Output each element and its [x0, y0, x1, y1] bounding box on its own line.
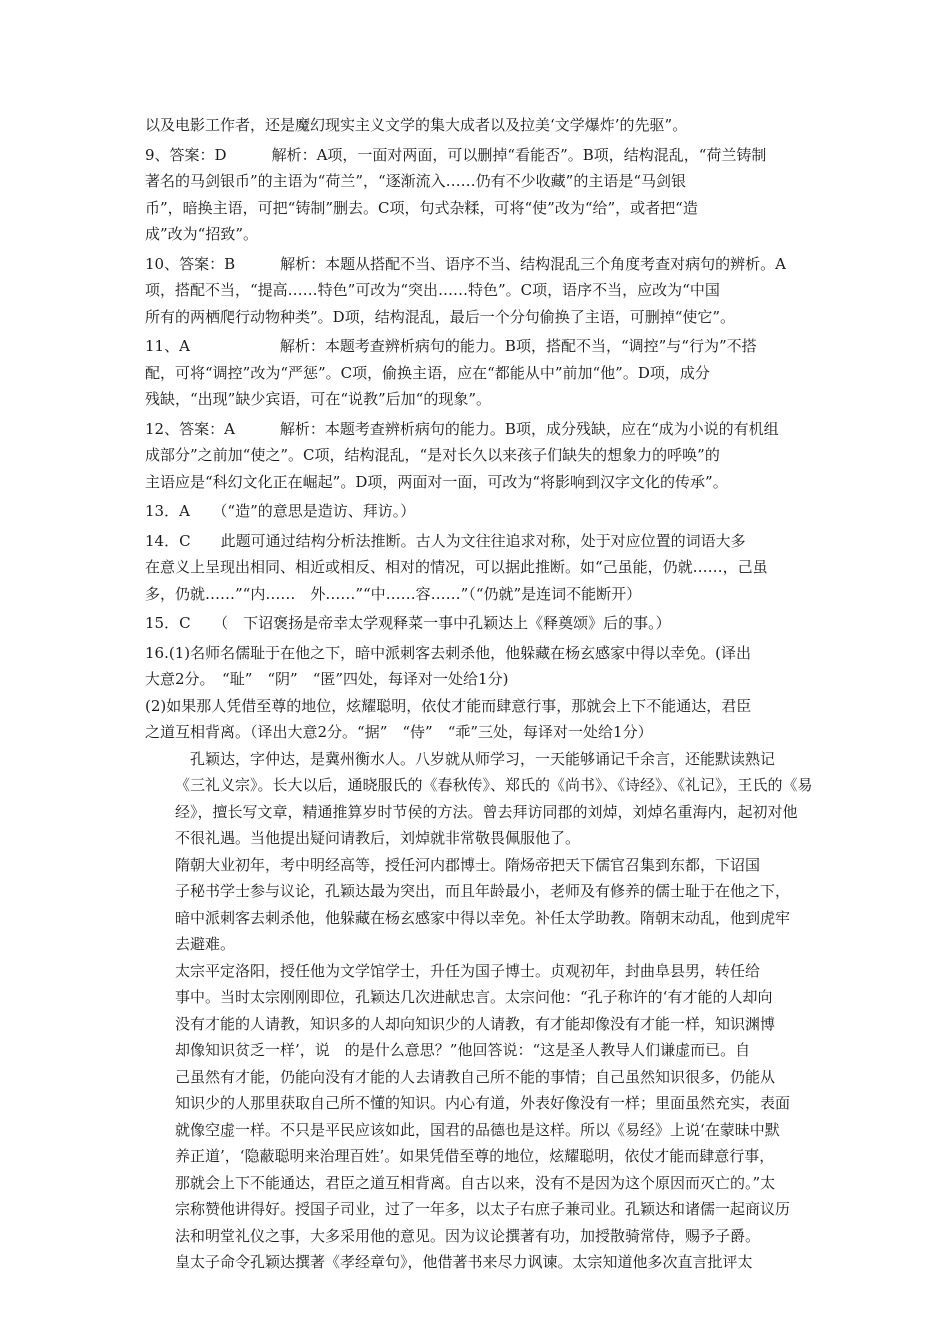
text-line: 己虽然有才能，仍能向没有才能的人去请教自己所不能的事情；自己虽然知识很多，仍能从	[175, 1067, 776, 1086]
text-line: 孔颖达，字仲达，是冀州衡水人。八岁就从师学习，一天能够诵记千余言，还能默读熟记	[175, 749, 776, 768]
text-line: 16.(1)名师名儒耻于在他之下，暗中派刺客去刺杀他，他躲藏在杨玄感家中得以幸免。(译出	[145, 643, 751, 662]
text-line: 宗称赞他讲得好。授国子司业，过了一年多，以太子右庶子兼司业。孔颖达和诸儒一起商议历	[175, 1200, 791, 1218]
text-line: 子秘书学士参与议论，孔颖达最为突出，而且年龄最小，老师及有修养的儒士耻于在他之下，	[175, 882, 791, 900]
answer-paragraph	[145, 640, 813, 746]
text-line: 12、答案：A 解析：本题考查辨析病句的能力。B项，成分残缺，应在“成为小说的有机组	[145, 419, 779, 438]
answer-paragraph	[145, 528, 813, 608]
text-line: 经》，擅长写文章，精通推算岁时节侯的方法。曾去拜访同郡的刘焯，刘焯名重海内，起初对他	[175, 802, 798, 821]
text-line: 之道互相背离。（译出大意2分。“据” “侍” “乖”三处，每译对一处给1分）	[145, 723, 653, 741]
answer-paragraph	[145, 610, 813, 637]
text-line: (2)如果那人凭借至尊的地位，炫耀聪明，依仗才能而肆意行事，那就会上下不能通达，君臣	[145, 696, 752, 715]
text-line: 成”改为“招致”。	[145, 225, 259, 243]
text-line: 主语应是“科幻文化正在崛起”。D项，两面对一面，可改为“将影响到汉字文化的传承”。	[145, 472, 728, 491]
text-line: 多，仍就……”“内…… 外……”“中……容……”（“仍就”是连词不能断开）	[145, 584, 642, 603]
text-line: 却像知识贫乏一样’，说 的是什么意思？”他回答说：“这是圣人教导人们谦虚而已。自	[175, 1041, 751, 1059]
text-line: 13．A （“造”的意思是造访、拜访。）	[145, 502, 416, 520]
answer-paragraph	[145, 498, 813, 525]
text-line: 隋朝大业初年，考中明经高等，授任河内郡博士。隋炀帝把天下儒官召集到东都，下诏国	[175, 855, 761, 874]
text-line: 币”，暗换主语，可把“铸制”删去。C项，句式杂糅，可将“使”改为“给”，或者把“造	[145, 198, 698, 217]
answer-paragraph	[145, 112, 813, 139]
answer-paragraph	[145, 416, 813, 496]
text-line: 残缺，“出现”缺少宾语，可在“说教”后加“的现象”。	[145, 390, 492, 408]
text-line: 在意义上呈现出相同、相近或相反、相对的情况，可以据此推断。如“己虽能，仍就……，己虽	[145, 558, 768, 576]
text-line: 不很礼遇。当他提出疑问请教后，刘焯就非常敬畏佩服他了。	[175, 829, 581, 847]
translation-paragraph	[145, 1249, 813, 1276]
translation-paragraph	[145, 958, 813, 1250]
text-line: 10、答案：B 解析：本题从搭配不当、语序不当、结构混乱三个角度考查对病句的辨析。A	[145, 254, 786, 273]
answer-paragraph	[145, 251, 813, 331]
text-line: 养正道’，‘隐蔽聪明来治理百姓’。如果凭借至尊的地位，炫耀聪明，依仗才能而肆意行事，	[175, 1147, 775, 1165]
text-line: 没有才能的人请教，知识多的人却向知识少的人请教，有才能却像没有才能一样，知识渊博	[175, 1014, 776, 1033]
text-line: 配，可将“调控”改为“严惩”。C项，偷换主语，应在“都能从中”前加“他”。D项，成分	[145, 363, 710, 382]
text-line: 皇太子命令孔颖达撰著《孝经章句》，他借著书来尽力讽谏。太宗知道他多次直言批评太	[175, 1253, 753, 1271]
text-line: 法和明堂礼仪之事，大多采用他的意见。因为议论撰著有功，加授散骑常侍，赐予子爵。	[175, 1226, 761, 1245]
text-line: 著名的马剑银币”的主语为“荷兰”，“逐渐流入……仍有不少收藏”的主语是“马剑银	[145, 172, 687, 190]
text-line: 9、答案：D 解析：A项，一面对两面，可以删掉“看能否”。B项，结构混乱，“荷兰铸制	[145, 145, 767, 164]
translation-paragraph	[145, 746, 813, 852]
text-line: 11、A 解析：本题考查辨析病句的能力。B项，搭配不当，“调控”与“行为”不搭	[145, 337, 757, 355]
text-line: 那就会上下不能通达，君臣之道互相背离。自古以来，没有不是因为这个原因而灭亡的。”太	[175, 1173, 776, 1192]
translation-paragraph	[145, 852, 813, 958]
text-line: 就像空虚一样。不只是平民应该如此，国君的品德也是这样。所以《易经》上说‘在蒙昧中默	[175, 1120, 780, 1139]
text-line: 以及电影工作者，还是魔幻现实主义文学的集大成者以及拉美‘文学爆炸’的先驱”。	[145, 116, 688, 134]
text-line: 事中。当时太宗刚刚即位，孔颖达几次进献忠言。太宗问他：“孔子称许的‘有才能的人却向	[175, 988, 773, 1006]
text-line: 大意2分。 “耻” “阴” “匿”四处，每译对一处给1分)	[145, 670, 509, 688]
text-line: 成部分”之前加“使之”。C项，结构混乱，“是对长久以来孩子们缺失的想象力的呼唤”的	[145, 446, 720, 464]
text-line: 项，搭配不当，“提高……特色”可改为“突出……特色”。C项，语序不当，应改为“中国	[145, 281, 720, 299]
text-line: 14．C 此题可通过结构分析法推断。古人为文往往追求对称，处于对应位置的词语大多	[145, 531, 746, 550]
text-line: 暗中派刺客去刺杀他，他躲藏在杨玄感家中得以幸免。补任太学助教。隋朝末动乱，他到虎牢	[175, 908, 791, 927]
answer-paragraph	[145, 142, 813, 248]
text-line: 15．C （ 下诏褒扬是帝幸太学观释菜一事中孔颖达上《释奠颂》后的事。）	[145, 614, 671, 632]
answer-paragraph	[145, 333, 813, 413]
text-line: 去避难。	[175, 935, 236, 953]
text-line: 《三礼义宗》。长大以后，通晓服氏的《春秋传》、郑氏的《尚书》、《诗经》、《礼记》，王氏的《易	[175, 776, 813, 794]
text-line: 所有的两栖爬行动物种类”。D项，结构混乱，最后一个分句偷换了主语，可删掉“使它”。	[145, 307, 736, 326]
text-line: 知识少的人那里获取自己所不懂的知识。内心有道，外表好像没有一样；里面虽然充实，表面	[175, 1094, 791, 1112]
document-page	[145, 112, 813, 1276]
text-line: 太宗平定洛阳，授任他为文学馆学士，升任为国子博士。贞观初年，封曲阜县男，转任给	[175, 961, 761, 980]
